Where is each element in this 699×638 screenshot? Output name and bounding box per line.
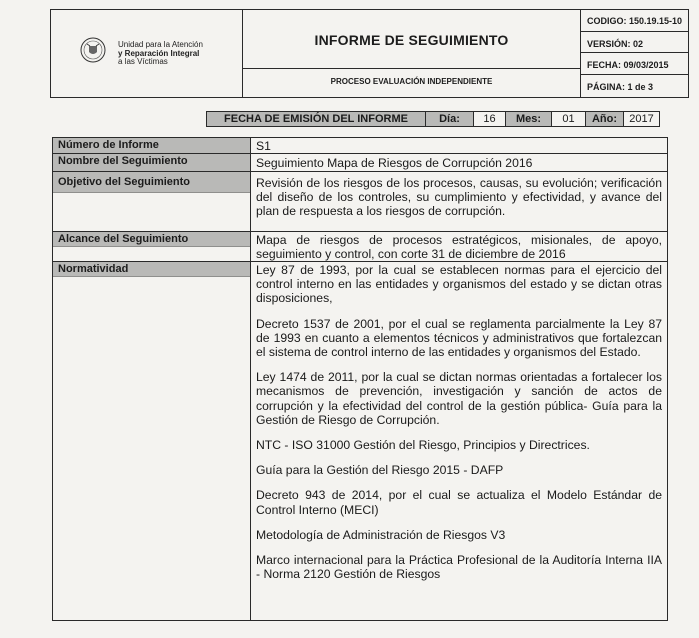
- normatividad-list: [256, 262, 667, 584]
- report-table: [52, 137, 668, 621]
- norm-item: Marco internacional para la Práctica Profesional de la Auditoría Interna IIA - Norma 2120 Gestión de Riesgos: [256, 553, 662, 582]
- norm-item: Decreto 1537 de 2001, por el cual se reglamenta parcialmente la Ley 87 de 1993 en cuanto a elementos técnicos y administrativos que fortalezcan el sistema de control interno de las entidades y organismos del Estado.: [256, 316, 662, 360]
- nombre-value: Seguimiento Mapa de Riesgos de Corrupción 2016: [256, 156, 533, 170]
- row-normatividad: [53, 262, 667, 620]
- doc-code: CODIGO: 150.19.15-10: [581, 10, 688, 32]
- process-name: PROCESO EVALUACIÓN INDEPENDIENTE: [330, 77, 493, 86]
- emission-label: FECHA DE EMISIÓN DEL INFORME: [207, 112, 425, 126]
- document-header: [50, 9, 689, 98]
- emission-date-bar: [206, 111, 660, 127]
- numero-value: S1: [256, 139, 271, 153]
- document-title: INFORME DE SEGUIMIENTO: [314, 32, 509, 48]
- norm-item: Metodología de Administración de Riesgos V3: [256, 527, 506, 542]
- month-label: Mes:: [505, 112, 551, 126]
- doc-date: FECHA: 09/03/2015: [581, 53, 688, 75]
- norm-item: Ley 1474 de 2011, por la cual se dictan normas orientadas a fortalecer los mecanismos de prevención, investigación y sanción de actos de corrupción y la efectividad del control de la gestión pública- Guía para la Gestión de Riesgo de Corrupción.: [256, 370, 662, 427]
- entity-name: [118, 41, 203, 67]
- doc-version: VERSIÓN: 02: [581, 32, 688, 53]
- alcance-label: Alcance del Seguimiento: [53, 232, 250, 247]
- month-value: 01: [551, 112, 585, 126]
- row-alcance: [53, 232, 667, 262]
- row-objetivo: [53, 172, 667, 232]
- row-nombre: [53, 154, 667, 172]
- norm-item: Decreto 943 de 2014, por el cual se actualiza el Modelo Estándar de Control Interno (MECI): [256, 488, 662, 517]
- norm-item: NTC - ISO 31000 Gestión del Riesgo, Principios y Directrices.: [256, 438, 590, 453]
- objetivo-value: Revisión de los riesgos de los procesos, causas, su evolución; verificación del diseño de los controles, su cumplimiento y efectividad, y avance del plan de respuesta a los riesgos de corrupción.: [256, 176, 662, 219]
- nombre-label: Nombre del Seguimiento: [53, 154, 250, 171]
- objetivo-label: Objetivo del Seguimiento: [53, 172, 250, 193]
- norm-item: Ley 87 de 1993, por la cual se establecen normas para el ejercicio del control interno en las entidades y organismos del estado y se dictan otras disposiciones,: [256, 263, 662, 306]
- entity-line-1: Unidad para la Atención: [118, 40, 203, 49]
- norm-item: Guía para la Gestión del Riesgo 2015 - DAFP: [256, 463, 504, 478]
- day-value: 16: [473, 112, 505, 126]
- logo-cell: [51, 10, 243, 97]
- row-numero: [53, 138, 667, 154]
- day-label: Día:: [425, 112, 473, 126]
- title-cell: [243, 10, 581, 69]
- alcance-value: Mapa de riesgos de procesos estratégicos, misionales, de apoyo, seguimiento y control, con corte 31 de diciembre de 2016: [256, 233, 662, 262]
- normatividad-label: Normatividad: [53, 262, 250, 277]
- entity-line-2: y Reparación Integral: [118, 48, 200, 58]
- year-label: Año:: [585, 112, 623, 126]
- numero-label: Número de Informe: [53, 138, 250, 153]
- doc-page: PÁGINA: 1 de 3: [587, 82, 654, 92]
- coat-of-arms-icon: [80, 37, 106, 63]
- process-cell: [243, 69, 581, 97]
- year-value: 2017: [623, 112, 659, 126]
- entity-line-3: a las Víctimas: [118, 57, 168, 66]
